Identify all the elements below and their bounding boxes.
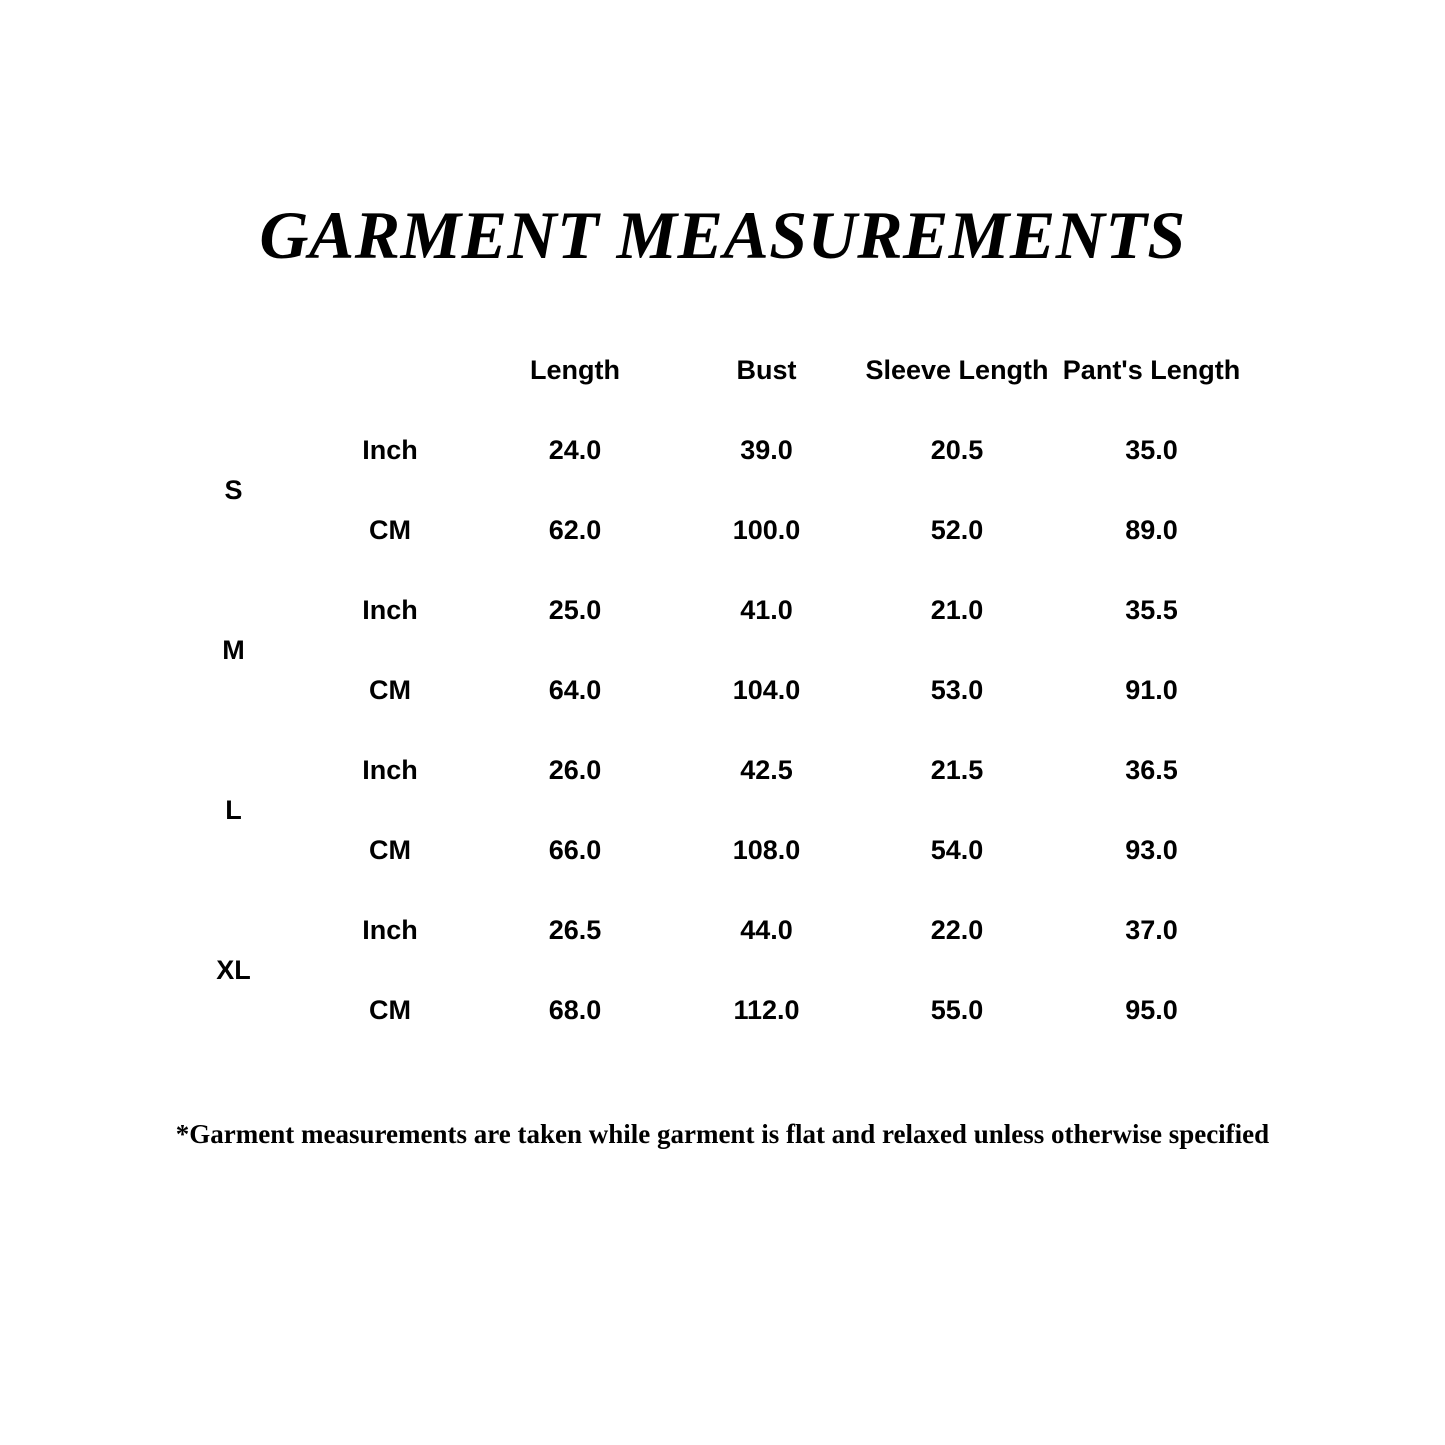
size-cell-l: L	[166, 732, 301, 889]
measurements-table-container	[163, 329, 1241, 1052]
footnote-text: *Garment measurements are taken while garment is flat and relaxed unless otherwise specified	[175, 1119, 1270, 1149]
column-header-pants-length: Pant's Length	[1055, 332, 1248, 409]
value-m-inch-sleeve: 21.0	[862, 572, 1052, 649]
value-l-cm-pants: 93.0	[1055, 812, 1248, 889]
size-cell-m: M	[166, 572, 301, 729]
size-cell-xl: XL	[166, 892, 301, 1049]
unit-cell-xl-inch: Inch	[304, 892, 476, 969]
value-m-inch-bust: 41.0	[674, 572, 859, 649]
table-row	[166, 652, 1248, 729]
column-header-bust: Bust	[674, 332, 859, 409]
value-s-cm-pants: 89.0	[1055, 492, 1248, 569]
value-xl-inch-bust: 44.0	[674, 892, 859, 969]
value-xl-inch-sleeve: 22.0	[862, 892, 1052, 969]
value-m-inch-pants: 35.5	[1055, 572, 1248, 649]
unit-label: Unit:	[245, 355, 305, 385]
value-s-inch-length: 24.0	[479, 412, 671, 489]
value-xl-cm-sleeve: 55.0	[862, 972, 1052, 1049]
value-l-cm-sleeve: 54.0	[862, 812, 1052, 889]
table-row	[166, 732, 1248, 809]
value-l-inch-length: 26.0	[479, 732, 671, 809]
value-s-cm-bust: 100.0	[674, 492, 859, 569]
table-row	[166, 412, 1248, 489]
unit-cell-l-cm: CM	[304, 812, 476, 889]
value-m-cm-sleeve: 53.0	[862, 652, 1052, 729]
value-m-inch-length: 25.0	[479, 572, 671, 649]
table-row	[166, 812, 1248, 889]
value-s-cm-length: 62.0	[479, 492, 671, 569]
value-l-inch-sleeve: 21.5	[862, 732, 1052, 809]
table-row	[166, 492, 1248, 569]
unit-cell-xl-cm: CM	[304, 972, 476, 1049]
value-s-inch-bust: 39.0	[674, 412, 859, 489]
value-s-inch-pants: 35.0	[1055, 412, 1248, 489]
value-l-inch-pants: 36.5	[1055, 732, 1248, 809]
value-xl-cm-length: 68.0	[479, 972, 671, 1049]
size-cell-s: S	[166, 412, 301, 569]
unit-fraction-numerator: Inch	[329, 335, 386, 366]
unit-cell-m-inch: Inch	[304, 572, 476, 649]
unit-fraction-denominator: CM	[336, 375, 379, 405]
value-m-cm-bust: 104.0	[674, 652, 859, 729]
value-xl-cm-pants: 95.0	[1055, 972, 1248, 1049]
unit-header-cell	[166, 332, 476, 409]
value-m-cm-pants: 91.0	[1055, 652, 1248, 729]
table-header-row	[166, 332, 1248, 409]
value-l-cm-length: 66.0	[479, 812, 671, 889]
table-row	[166, 892, 1248, 969]
value-xl-inch-length: 26.5	[479, 892, 671, 969]
unit-cell-l-inch: Inch	[304, 732, 476, 809]
unit-fraction	[319, 336, 397, 405]
table-row	[166, 572, 1248, 649]
value-l-cm-bust: 108.0	[674, 812, 859, 889]
value-m-cm-length: 64.0	[479, 652, 671, 729]
page-title: GARMENT MEASUREMENTS	[259, 197, 1186, 273]
column-header-length: Length	[479, 332, 671, 409]
value-s-cm-sleeve: 52.0	[862, 492, 1052, 569]
value-xl-inch-pants: 37.0	[1055, 892, 1248, 969]
value-xl-cm-bust: 112.0	[674, 972, 859, 1049]
value-s-inch-sleeve: 20.5	[862, 412, 1052, 489]
unit-cell-m-cm: CM	[304, 652, 476, 729]
unit-cell-s-cm: CM	[304, 492, 476, 569]
column-header-sleeve-length: Sleeve Length	[862, 332, 1052, 409]
unit-cell-s-inch: Inch	[304, 412, 476, 489]
measurements-table	[163, 329, 1251, 1052]
table-row	[166, 972, 1248, 1049]
value-l-inch-bust: 42.5	[674, 732, 859, 809]
